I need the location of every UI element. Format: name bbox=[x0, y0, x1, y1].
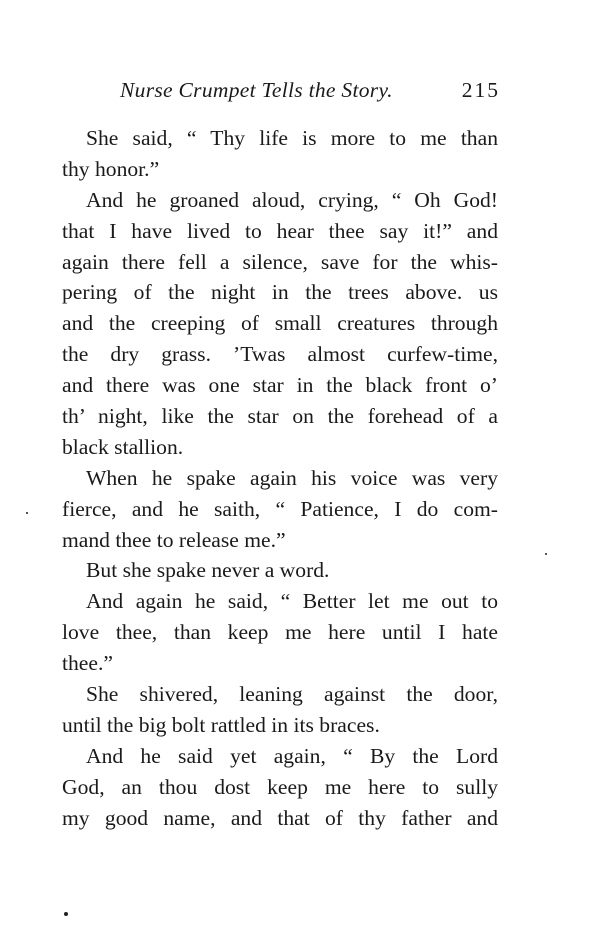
text-line: black stallion. bbox=[62, 434, 184, 459]
text-line: th’ night, like the star on the forehead of a bbox=[62, 404, 498, 429]
scan-speck bbox=[545, 553, 547, 555]
text-line: She shivered, leaning against the door, bbox=[86, 682, 498, 707]
page-number: 215 bbox=[461, 78, 500, 102]
text-line: And he said yet again, “ By the Lord bbox=[86, 743, 498, 768]
text-line: fierce, and he saith, “ Patience, I do com- bbox=[62, 496, 498, 521]
text-line: When he spake again his voice was very bbox=[86, 465, 498, 490]
text-line: and there was one star in the black front o’ bbox=[62, 373, 498, 398]
text-line: love thee, than keep me here until I hate bbox=[62, 620, 498, 645]
text-line: She said, “ Thy life is more to me than bbox=[86, 126, 498, 150]
text-line: And again he said, “ Better let me out to bbox=[86, 589, 498, 614]
running-title: Nurse Crumpet Tells the Story. bbox=[120, 78, 393, 102]
text-line: the dry grass. ’Twas almost curfew-time, bbox=[62, 342, 498, 367]
text-line: until the big bolt rattled in its braces. bbox=[62, 712, 380, 737]
text-line: pering of the night in the trees above. us bbox=[62, 280, 498, 305]
text-line: And he groaned aloud, crying, “ Oh God! bbox=[86, 187, 498, 212]
text-line: again there fell a silence, save for the whis- bbox=[62, 249, 498, 274]
scan-speck bbox=[64, 912, 68, 916]
text-line: thy honor.” bbox=[62, 156, 160, 181]
text-line: my good name, and that of thy father and bbox=[62, 805, 498, 830]
body-text bbox=[62, 123, 498, 833]
text-line: mand thee to release me.” bbox=[62, 527, 286, 552]
text-line: thee.” bbox=[62, 651, 113, 676]
text-line: God, an thou dost keep me here to sully bbox=[62, 774, 498, 799]
text-line: But she spake never a word. bbox=[86, 558, 330, 583]
scan-speck bbox=[26, 512, 28, 514]
running-head bbox=[62, 78, 500, 108]
text-line: that I have lived to hear thee say it!” and bbox=[62, 218, 498, 243]
text-line: and the creeping of small creatures through bbox=[62, 311, 498, 336]
